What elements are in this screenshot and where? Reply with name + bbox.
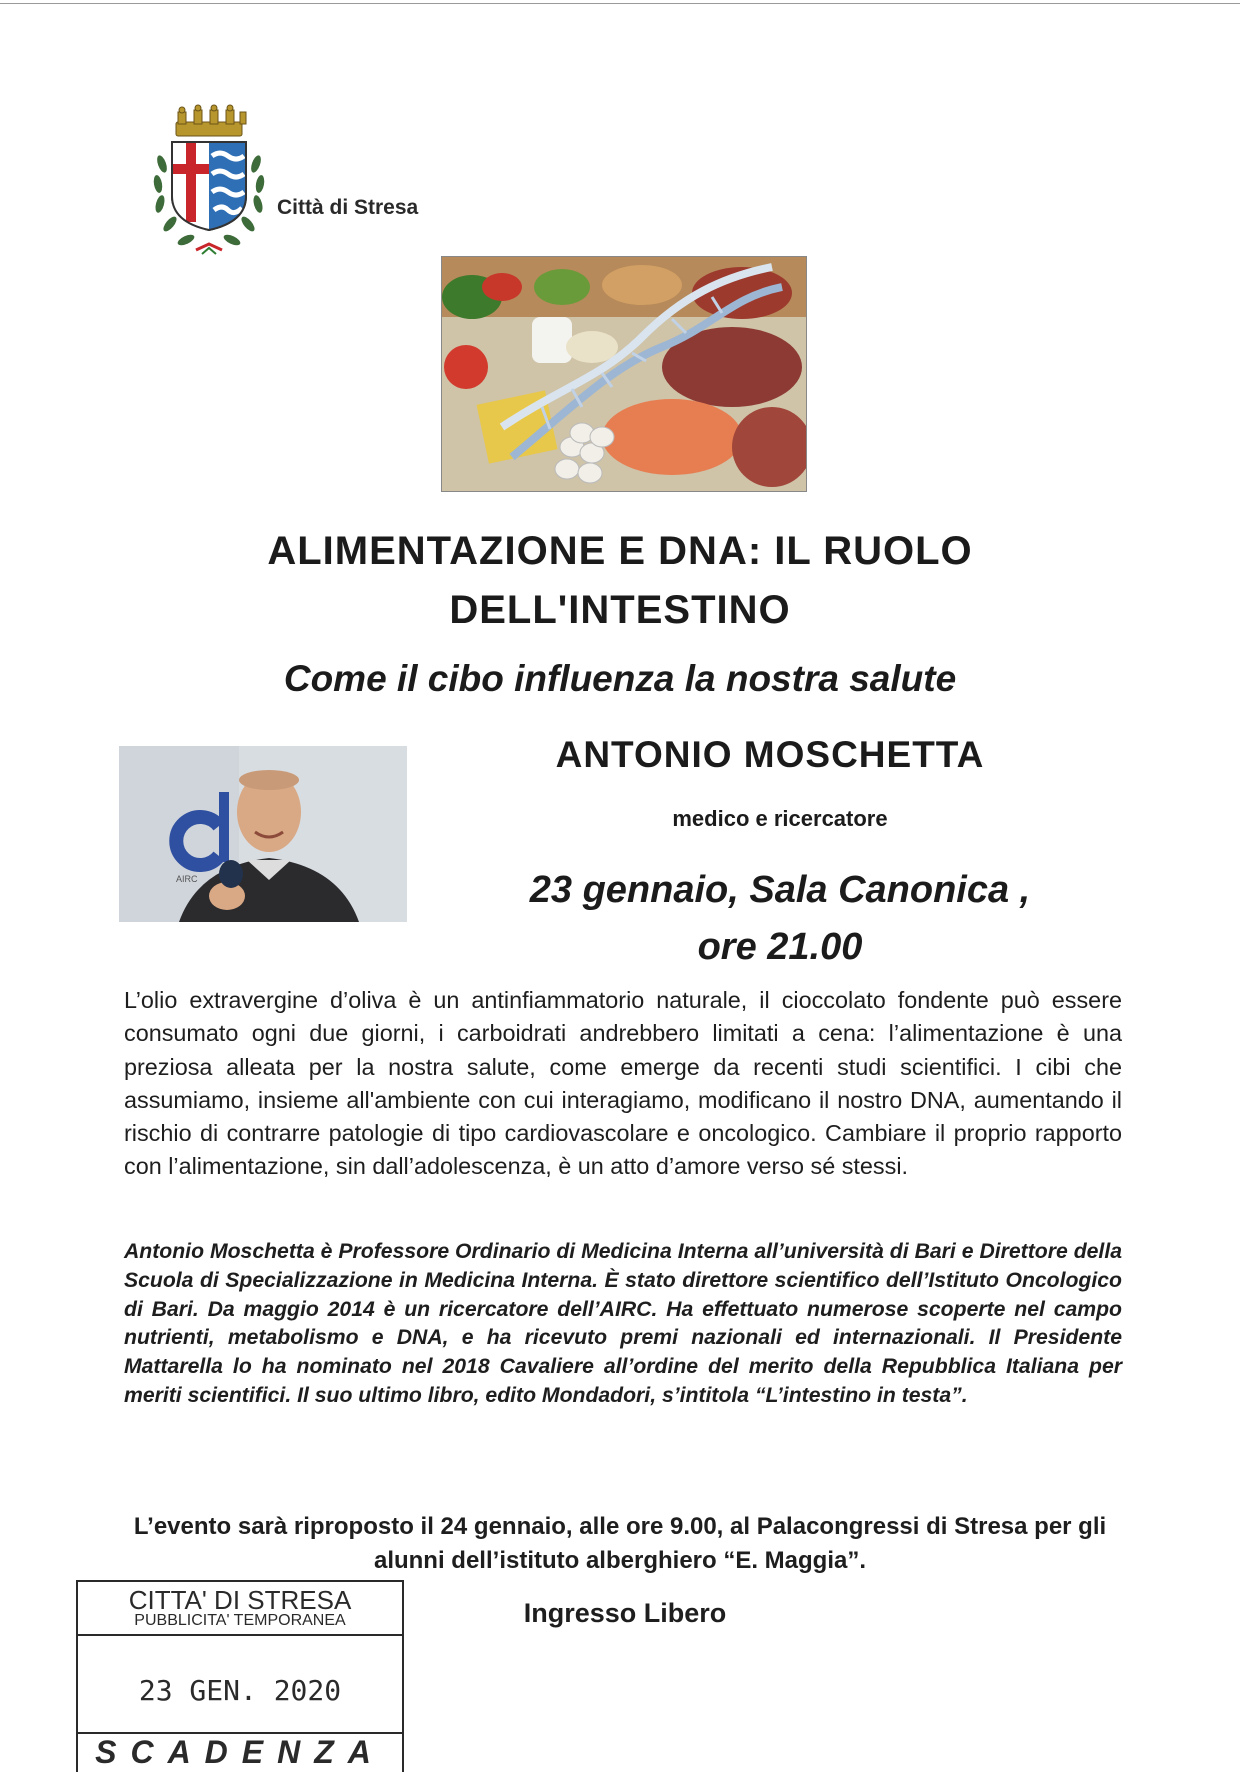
free-entry-label: Ingresso Libero <box>523 1598 727 1628</box>
event-subtitle: Come il cibo influenza la nostra salute <box>283 658 957 699</box>
stamp-expiry-label: SCADENZA <box>95 1734 385 1770</box>
page-top-rule <box>0 3 1240 4</box>
speaker-name: ANTONIO MOSCHETTA <box>555 734 985 775</box>
stamp-date: 23 GEN. 2020 <box>138 1674 342 1707</box>
stamp-title: CITTA' DI STRESA <box>128 1585 352 1615</box>
stamp-subtitle: PUBBLICITA' TEMPORANEA <box>134 1612 346 1629</box>
speaker-bio: Antonio Moschetta è Professore Ordinario di Medicina Interna all’università di Bari e Direttore della Scuola di Specializzazione in Medicina Interna. È stato direttore scientifico dell’Istituto Oncologico di Bari. Da maggio 2014 è un ricercatore dell’AIRC. Ha effettuato numerose scoperte nel campo nutrienti, metabolismo e DNA, e ha ricevuto premi nazionali ed internazionali. Il Presidente Mattarella lo ha nominato nel 2018 Cavaliere all’ordine del merito della Repubblica Italiana per meriti scientifici. Il suo ultimo libro, edito Mondadori, s’intitola “L’intestino in testa”. <box>124 1240 1122 1407</box>
event-title-line-2: DELL'INTESTINO <box>449 588 791 632</box>
stamp-divider <box>78 1634 402 1636</box>
repeat-event-line-2: alunni dell’istituto alberghiero “E. Maggia”. <box>373 1547 867 1574</box>
repeat-event-notice <box>120 1510 1120 1578</box>
city-name: Città di Stresa <box>277 196 419 219</box>
speaker-role: medico e ricercatore <box>672 806 888 831</box>
airc-badge-text: AIRC <box>176 874 198 884</box>
repeat-event-line-1: L’evento sarà riproposto il 24 gennaio, alle ore 9.00, al Palacongressi di Stresa per gli <box>133 1513 1107 1540</box>
posting-stamp <box>76 1580 404 1772</box>
food-dna-image <box>441 256 807 492</box>
event-description: L’olio extravergine d’oliva è un antinfiammatorio naturale, il cioccolato fondente può essere consumato ogni due giorni, i carboidrati andrebbero limitati a cena: l’alimentazione è una preziosa alleata per la nostra salute, come emerge da recenti studi scientifici. I cibi che assumiamo, insieme all'ambiente con cui interagiamo, modificano il nostro DNA, aumentando il rischio di contrarre patologie di tipo cardiovascolare e oncologico. Cambiare il proprio rapporto con l’alimentazione, sin dall’adolescenza, è un atto d’amore verso sé stessi. <box>124 987 1122 1180</box>
coat-of-arms-icon <box>148 104 270 264</box>
event-date-place <box>440 862 1120 976</box>
event-date-place-line-1: 23 gennaio, Sala Canonica , <box>529 869 1031 911</box>
event-time: ore 21.00 <box>697 926 863 968</box>
event-title <box>100 522 1140 640</box>
speaker-portrait <box>119 746 407 922</box>
event-title-line-1: ALIMENTAZIONE E DNA: IL RUOLO <box>267 529 973 573</box>
